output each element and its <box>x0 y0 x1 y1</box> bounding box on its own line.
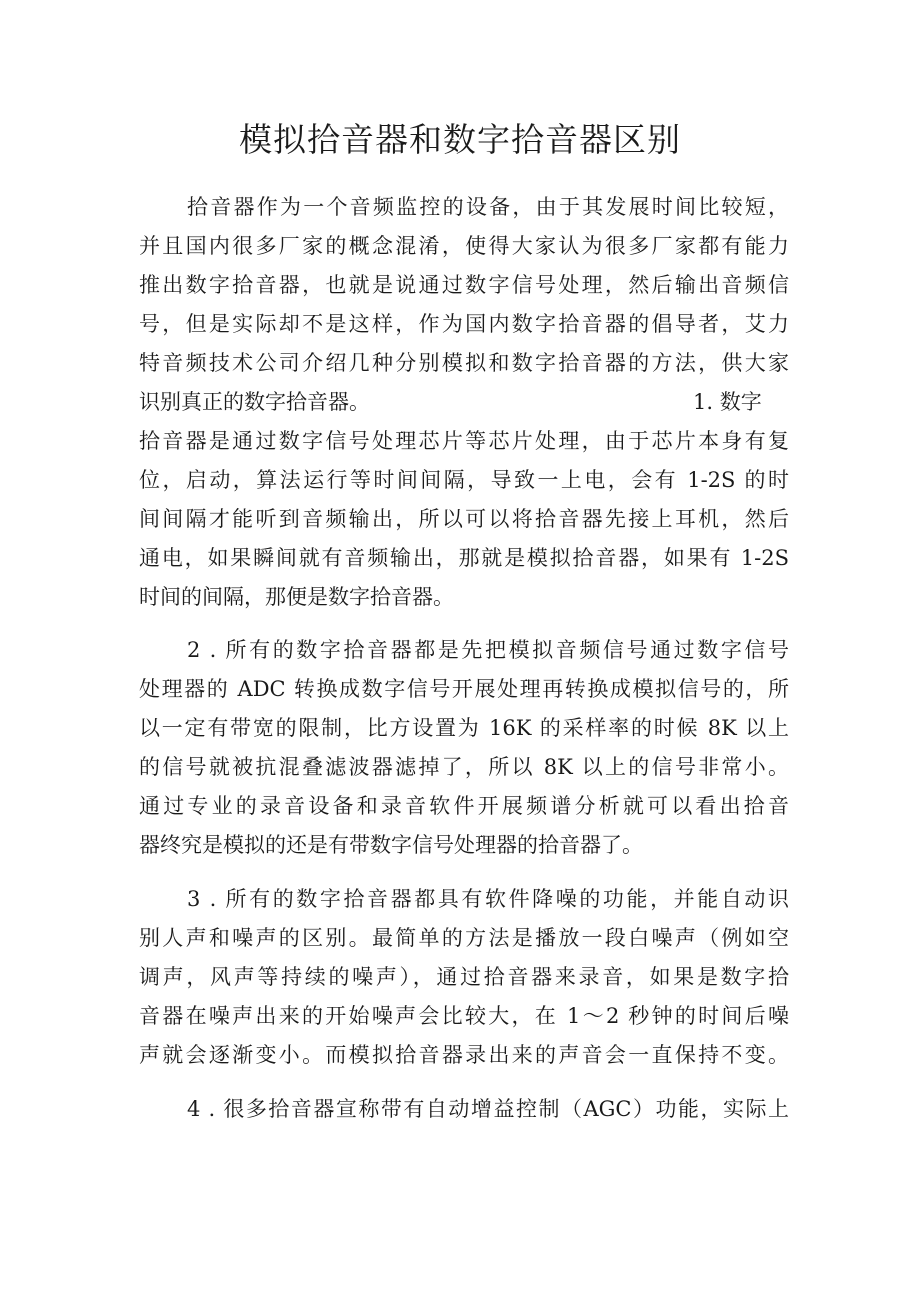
paragraph-line: 间间隔才能听到音频输出，所以可以将拾音器先接上耳机，然后 <box>139 507 789 531</box>
paragraph-line: 以一定有带宽的限制，比方设置为 16K 的采样率的时候 8K 以上 <box>139 716 789 740</box>
paragraph-line: 器终究是模拟的还是有带数字信号处理器的拾音器了。 <box>139 833 643 857</box>
paragraph-line: 位，启动，算法运行等时间间隔，导致一上电，会有 1-2S 的时 <box>139 468 789 492</box>
paragraph-line: 声就会逐渐变小。而模拟拾音器录出来的声音会一直保持不变。 <box>139 1043 789 1067</box>
paragraph-line: 的信号就被抗混叠滤波器滤掉了，所以 8K 以上的信号非常小。 <box>139 755 789 779</box>
paragraph-line: 调声，风声等持续的噪声），通过拾音器来录音，如果是数字拾 <box>139 965 789 989</box>
paragraph-line: 号，但是实际却不是这样，作为国内数字拾音器的倡导者，艾力 <box>139 312 789 336</box>
paragraph-line: 1. 数字 <box>693 390 762 414</box>
paragraph-line: 音器在噪声出来的开始噪声会比较大，在 1～2 秒钟的时间后噪 <box>139 1004 789 1028</box>
paragraph-line: 并且国内很多厂家的概念混淆，使得大家认为很多厂家都有能力 <box>139 234 789 258</box>
paragraph-line: 时间的间隔，那便是数字拾音器。 <box>139 585 454 609</box>
paragraph-line: 别人声和噪声的区别。最简单的方法是播放一段白噪声（例如空 <box>139 926 789 950</box>
paragraph-line: 特音频技术公司介绍几种分别模拟和数字拾音器的方法，供大家 <box>139 351 789 375</box>
paragraph-line: 拾音器作为一个音频监控的设备，由于其发展时间比较短， <box>187 195 789 219</box>
paragraph-line: 通电，如果瞬间就有音频输出，那就是模拟拾音器，如果有 1-2S <box>139 546 789 570</box>
paragraph-line: 3 . 所有的数字拾音器都具有软件降噪的功能，并能自动识 <box>187 887 789 911</box>
paragraph-line: 2 . 所有的数字拾音器都是先把模拟音频信号通过数字信号 <box>187 638 789 662</box>
paragraph-line: 处理器的 ADC 转换成数字信号开展处理再转换成模拟信号的，所 <box>139 677 789 701</box>
paragraph-line: 推出数字拾音器，也就是说通过数字信号处理，然后输出音频信 <box>139 273 789 297</box>
paragraph-line: 通过专业的录音设备和录音软件开展频谱分析就可以看出拾音 <box>139 794 789 818</box>
document-title: 模拟拾音器和数字拾音器区别 <box>239 120 681 159</box>
paragraph-line: 识别真正的数字拾音器。 <box>139 390 370 414</box>
paragraph-line: 4 . 很多拾音器宣称带有自动增益控制（AGC）功能，实际上 <box>187 1097 789 1121</box>
paragraph-line: 拾音器是通过数字信号处理芯片等芯片处理，由于芯片本身有复 <box>139 429 789 453</box>
